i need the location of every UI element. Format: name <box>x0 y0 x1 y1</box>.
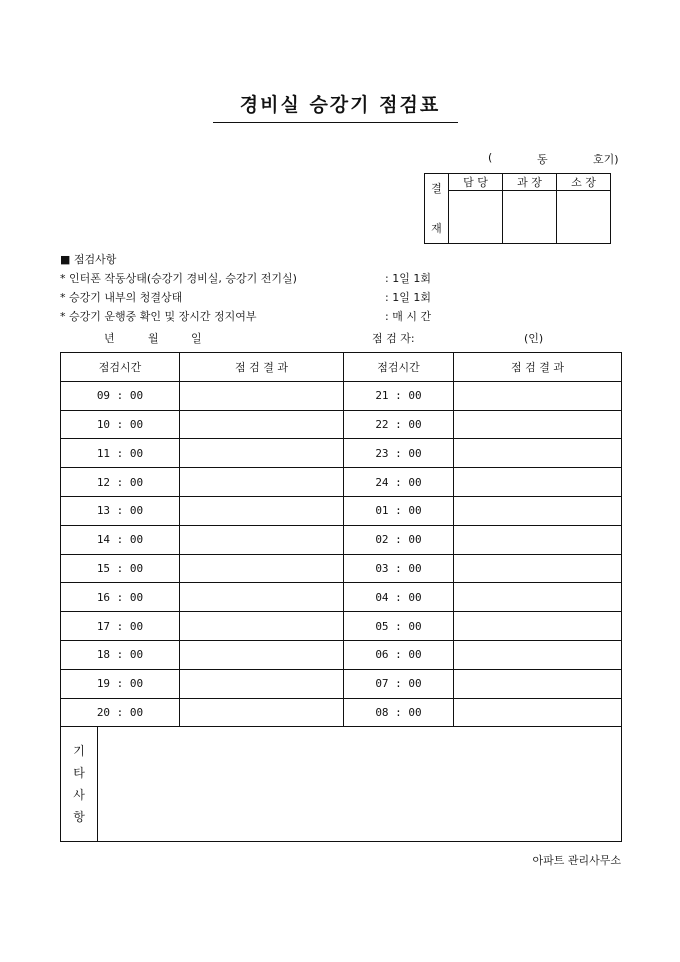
time-cell: 12 : 00 <box>61 468 180 497</box>
table-row <box>61 496 622 525</box>
result-cell[interactable] <box>454 410 622 439</box>
time-cell: 16 : 00 <box>61 583 180 612</box>
result-cell[interactable] <box>454 496 622 525</box>
time-cell: 07 : 00 <box>344 669 454 698</box>
note-item <box>60 269 431 288</box>
approval-sign-manager[interactable] <box>449 191 503 244</box>
result-cell[interactable] <box>454 468 622 497</box>
time-cell: 03 : 00 <box>344 554 454 583</box>
approval-side-top: 결 <box>431 182 442 195</box>
time-cell: 15 : 00 <box>61 554 180 583</box>
table-header-row <box>61 353 622 382</box>
approval-side-label <box>425 174 449 244</box>
etc-label <box>61 727 98 841</box>
notes-heading: ■ 점검사항 <box>60 253 117 266</box>
approval-box <box>424 173 611 244</box>
approval-sign-director[interactable] <box>557 191 611 244</box>
note-text: * 승강기 내부의 청결상태 <box>60 291 183 304</box>
note-text: * 승강기 운행중 확인 및 장시간 정지여부 <box>60 310 257 323</box>
result-cell[interactable] <box>454 525 622 554</box>
result-cell[interactable] <box>454 583 622 612</box>
note-text: * 인터폰 작동상태(승강기 경비실, 승강기 전기실) <box>60 272 297 285</box>
result-cell[interactable] <box>454 554 622 583</box>
date-year-label: 년 <box>104 332 115 345</box>
result-cell[interactable] <box>180 698 344 727</box>
result-cell[interactable] <box>180 583 344 612</box>
inspection-notes <box>60 250 432 326</box>
note-frequency: : 매 시 간 <box>385 310 432 323</box>
time-cell: 10 : 00 <box>61 410 180 439</box>
date-day-label: 일 <box>191 332 202 345</box>
date-month-label: 월 <box>148 332 159 345</box>
approval-header-manager: 담 당 <box>449 174 503 191</box>
time-cell: 24 : 00 <box>344 468 454 497</box>
time-cell: 20 : 00 <box>61 698 180 727</box>
table-row <box>61 439 622 468</box>
note-item <box>60 288 431 307</box>
result-cell[interactable] <box>180 554 344 583</box>
table-row <box>61 554 622 583</box>
date-inspector-row <box>0 330 680 348</box>
result-cell[interactable] <box>180 669 344 698</box>
header-result-left: 점 검 결 과 <box>180 353 344 382</box>
inspector-label: 점 검 자: <box>372 332 415 345</box>
result-cell[interactable] <box>454 439 622 468</box>
etc-label-char: 타 <box>73 766 85 781</box>
unit-open-paren: ( <box>488 151 493 164</box>
note-frequency: : 1일 1회 <box>385 291 431 304</box>
time-cell: 18 : 00 <box>61 640 180 669</box>
etc-label-char: 항 <box>73 810 85 825</box>
time-cell: 11 : 00 <box>61 439 180 468</box>
inspection-table <box>60 352 622 842</box>
unit-dong: 동 <box>537 153 548 166</box>
etc-cell <box>61 727 622 842</box>
time-cell: 04 : 00 <box>344 583 454 612</box>
etc-label-char: 사 <box>73 788 85 803</box>
table-row <box>61 525 622 554</box>
time-cell: 14 : 00 <box>61 525 180 554</box>
note-frequency: : 1일 1회 <box>385 272 431 285</box>
table-row <box>61 410 622 439</box>
result-cell[interactable] <box>454 612 622 641</box>
result-cell[interactable] <box>454 669 622 698</box>
time-cell: 17 : 00 <box>61 612 180 641</box>
result-cell[interactable] <box>180 439 344 468</box>
result-cell[interactable] <box>180 640 344 669</box>
building-unit-label <box>488 151 628 167</box>
unit-ho: 호기) <box>593 153 619 166</box>
table-row <box>61 669 622 698</box>
result-cell[interactable] <box>454 698 622 727</box>
etc-row <box>61 727 622 842</box>
result-cell[interactable] <box>180 496 344 525</box>
table-row <box>61 640 622 669</box>
time-cell: 02 : 00 <box>344 525 454 554</box>
table-row <box>61 612 622 641</box>
header-result-right: 점 검 결 과 <box>454 353 622 382</box>
approval-header-director: 소 장 <box>557 174 611 191</box>
time-cell: 23 : 00 <box>344 439 454 468</box>
etc-notes-area[interactable] <box>98 727 621 841</box>
header-time-right: 점검시간 <box>344 353 454 382</box>
time-cell: 21 : 00 <box>344 381 454 410</box>
seal-label: (인) <box>524 332 544 345</box>
table-row <box>61 468 622 497</box>
result-cell[interactable] <box>180 525 344 554</box>
table-row <box>61 698 622 727</box>
time-cell: 09 : 00 <box>61 381 180 410</box>
result-cell[interactable] <box>180 468 344 497</box>
page-title: 경비실 승강기 점검표 <box>239 94 441 116</box>
time-cell: 22 : 00 <box>344 410 454 439</box>
time-cell: 08 : 00 <box>344 698 454 727</box>
time-cell: 06 : 00 <box>344 640 454 669</box>
approval-side-bottom: 재 <box>431 222 442 235</box>
result-cell[interactable] <box>180 612 344 641</box>
time-cell: 05 : 00 <box>344 612 454 641</box>
time-cell: 19 : 00 <box>61 669 180 698</box>
result-cell[interactable] <box>180 410 344 439</box>
footer-office: 아파트 관리사무소 <box>532 854 621 867</box>
result-cell[interactable] <box>454 640 622 669</box>
time-cell: 01 : 00 <box>344 496 454 525</box>
note-item <box>60 307 432 326</box>
header-time-left: 점검시간 <box>61 353 180 382</box>
result-cell[interactable] <box>454 381 622 410</box>
etc-label-char: 기 <box>73 744 85 759</box>
table-row <box>61 583 622 612</box>
table-row <box>61 381 622 410</box>
time-cell: 13 : 00 <box>61 496 180 525</box>
approval-header-section-chief: 과 장 <box>503 174 557 191</box>
title-underline <box>213 122 458 123</box>
result-cell[interactable] <box>180 381 344 410</box>
approval-sign-section-chief[interactable] <box>503 191 557 244</box>
